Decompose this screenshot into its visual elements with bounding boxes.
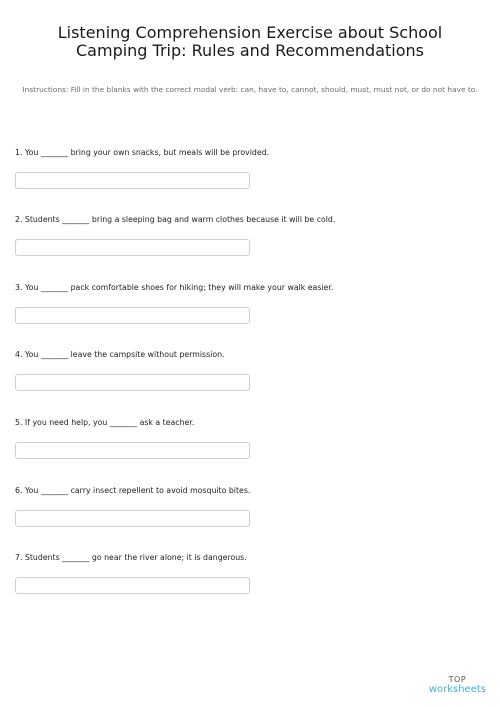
question-5-answer-input[interactable] xyxy=(15,442,250,459)
question-2-text: 2. Students _______ bring a sleeping bag and warm clothes because it will be cold. xyxy=(15,215,336,224)
question-3 xyxy=(15,283,485,293)
question-4-answer-input[interactable] xyxy=(15,374,250,391)
question-1-answer-input[interactable] xyxy=(15,172,250,189)
question-2 xyxy=(15,215,485,225)
worksheet-title: Listening Comprehension Exercise about School Camping Trip: Rules and Recommendations xyxy=(57,23,443,60)
question-7 xyxy=(15,553,485,563)
question-6-answer-input[interactable] xyxy=(15,510,250,527)
instructions-text: Instructions: Fill in the blanks with the correct modal verb: can, have to, cannot, should, must, must not, or do not have to. xyxy=(22,85,478,94)
question-5 xyxy=(15,418,485,428)
question-1 xyxy=(15,148,485,158)
logo-top-text: TOP xyxy=(448,675,467,684)
question-6 xyxy=(15,486,485,496)
question-4-text: 4. You _______ leave the campsite without permission. xyxy=(15,350,225,359)
question-3-text: 3. You _______ pack comfortable shoes for hiking; they will make your walk easier. xyxy=(15,283,334,292)
question-1-text: 1. You _______ bring your own snacks, but meals will be provided. xyxy=(15,148,270,157)
question-3-answer-input[interactable] xyxy=(15,307,250,324)
question-7-answer-input[interactable] xyxy=(15,577,250,594)
logo-bottom-text: worksheets xyxy=(428,684,486,695)
topworksheets-logo xyxy=(429,676,486,695)
question-5-text: 5. If you need help, you _______ ask a teacher. xyxy=(15,418,195,427)
question-7-text: 7. Students _______ go near the river alone; it is dangerous. xyxy=(15,553,247,562)
question-2-answer-input[interactable] xyxy=(15,239,250,256)
question-6-text: 6. You _______ carry insect repellent to avoid mosquito bites. xyxy=(15,486,251,495)
question-4 xyxy=(15,350,485,360)
